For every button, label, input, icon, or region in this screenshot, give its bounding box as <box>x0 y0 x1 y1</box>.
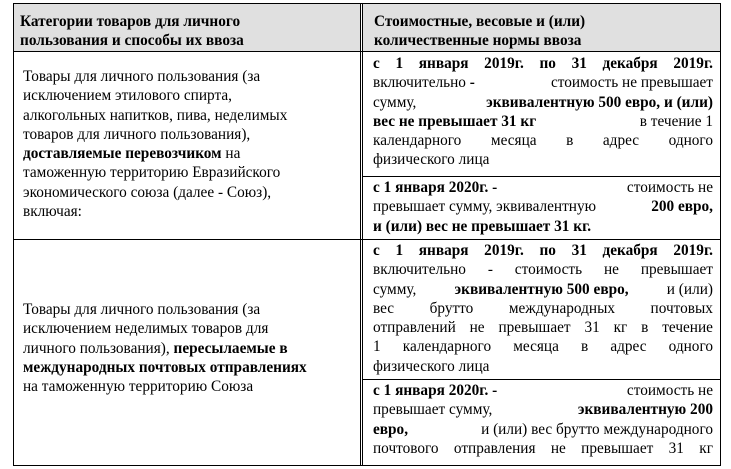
row1-category-line: товаров для личного пользования), <box>23 125 251 143</box>
row2-right-divider <box>362 379 721 380</box>
row2-category-cell <box>23 300 358 396</box>
row1-category-line: экономического союза (далее - Союз), <box>23 183 272 201</box>
row1-norm-2020-line: и (или) вес не превышает 31 кг. <box>373 217 592 235</box>
row1-norm-2019-line: физического лица <box>373 151 490 169</box>
row1-category-line: таможенную территорию Евразийского <box>23 164 281 182</box>
row1-norm-2020-line: превышает сумму, эквивалентную 200 евро, <box>373 198 713 216</box>
row1-right-divider <box>362 176 721 177</box>
row1-norm-2019-line: вес не превышает 31 кг в течение 1 <box>373 112 713 130</box>
header-categories-line1: Категории товаров для личного <box>20 13 241 30</box>
row1-category-cell <box>23 67 358 221</box>
row2-norm-2020-cell <box>373 381 713 458</box>
row2-delivery-method: пересылаемые в <box>173 339 288 357</box>
row2-category-line: исключением неделимых товаров для <box>23 320 269 338</box>
row2-norm-2019-line: физического лица <box>373 357 490 375</box>
row2-norm-2019-cell <box>373 241 713 376</box>
row1-category-line: доставляемые перевозчиком на <box>23 145 241 163</box>
row2-norm-2019-line: вес брутто международных почтовых <box>373 299 713 317</box>
header-norms-line1: Стоимостные, весовые и (или) <box>374 13 586 30</box>
row2-norm-2020-line: евро, и (или) вес брутто международного <box>373 420 713 438</box>
header-cell-norms <box>362 4 720 51</box>
customs-norms-table <box>13 3 721 466</box>
row1-category-line: алкогольных напитков, пива, неделимых <box>23 106 288 124</box>
row1-category-line: включая: <box>23 203 82 221</box>
row1-norm-2019-line: включительно - стоимость не превышает <box>373 74 713 92</box>
row1-delivery-method: доставляемые перевозчиком <box>23 145 222 163</box>
row1-category-line: Товары для личного пользования (за <box>23 68 261 85</box>
column-divider-outer <box>360 3 361 466</box>
row1-category-line: исключением этилового спирта, <box>23 87 232 105</box>
row2-norm-2019-line: сумму, эквивалентную 500 евро, и (или) <box>373 280 713 298</box>
row2-norm-2020-line: превышает сумму, эквивалентную 200 <box>373 401 713 419</box>
row2-norm-2019-line: отправлений не превышает 31 кг в течение <box>373 319 713 337</box>
row-divider <box>13 239 721 240</box>
row2-norm-2019-line: 1 календарного месяца в адрес одного <box>373 338 713 356</box>
row2-category-line: Товары для личного пользования (за <box>23 301 261 318</box>
table-border-right <box>720 3 721 466</box>
row2-category-line: на таможенную территорию Союза <box>23 378 254 396</box>
row2-norm-2019-line: с 1 января 2019г. по 31 декабря 2019г. <box>373 242 713 259</box>
table-border-bottom <box>13 465 721 466</box>
row1-norm-2019-line: календарного месяца в адрес одного <box>373 132 713 150</box>
header-divider <box>13 51 721 52</box>
header-norms-line2: количественные нормы ввоза <box>374 32 582 50</box>
header-categories-line2: пользования и способы их ввоза <box>20 32 244 50</box>
row1-norm-2019-cell <box>373 54 713 170</box>
table-border-left <box>13 3 14 466</box>
row1-norm-2020-cell <box>373 178 713 236</box>
row2-category-line: международных почтовых отправлениях <box>23 358 307 376</box>
row1-norm-2019-line: с 1 января 2019г. по 31 декабря 2019г. <box>373 55 713 72</box>
row2-norm-2020-line: почтового отправления не превышает 31 кг <box>373 439 713 457</box>
header-cell-categories <box>14 4 360 51</box>
table-border-top <box>13 3 721 4</box>
row1-norm-2019-line: сумму, эквивалентную 500 евро, и (или) <box>373 93 713 111</box>
row2-norm-2019-line: включительно - стоимость не превышает <box>373 261 713 279</box>
row1-norm-2020-line: с 1 января 2020г. - стоимость не <box>373 179 713 196</box>
row2-norm-2020-line: с 1 января 2020г. - стоимость не <box>373 382 713 399</box>
row2-category-line: личного пользования), пересылаемые в <box>23 339 288 357</box>
column-divider-inner <box>362 3 363 466</box>
